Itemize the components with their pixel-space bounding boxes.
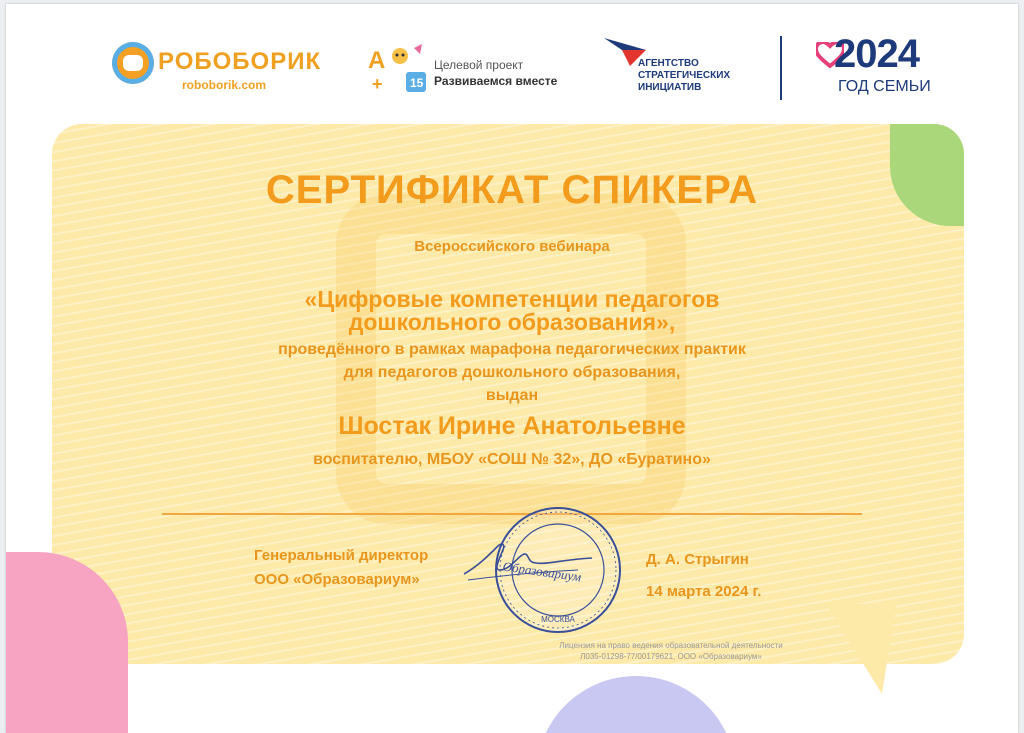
robot-icon bbox=[112, 42, 154, 84]
decor-lavender-shape bbox=[536, 676, 736, 733]
year-number: 2024 bbox=[834, 32, 919, 76]
signer-role bbox=[254, 544, 428, 592]
asi-text bbox=[638, 58, 730, 94]
issue-date: 14 марта 2024 г. bbox=[646, 583, 762, 600]
project-name: Развиваемся вместе bbox=[434, 74, 558, 88]
svg-text:15: 15 bbox=[410, 76, 424, 90]
license-line-1: Лицензия на право ведения образовательной деятельности bbox=[559, 641, 783, 650]
role-line-2: ООО «Образовариум» bbox=[254, 571, 420, 588]
roboborik-url: roboborik.com bbox=[182, 78, 267, 92]
license-note bbox=[526, 640, 816, 662]
certificate-page bbox=[6, 4, 1018, 733]
asi-line-3: ИНИЦИАТИВ bbox=[638, 82, 702, 93]
header-logos bbox=[6, 4, 1018, 114]
stamp-city: МОСКВА bbox=[541, 615, 575, 624]
signer-details bbox=[646, 544, 761, 608]
topic-line-1: «Цифровые компетенции педагогов bbox=[304, 286, 720, 312]
logo-divider bbox=[780, 36, 782, 100]
stamp-company-name: Образовариум bbox=[501, 558, 583, 585]
handwritten-signature bbox=[458, 536, 598, 586]
topic-line-2: дошкольного образования», bbox=[348, 309, 676, 335]
context-line-2: для педагогов дошкольного образования, bbox=[343, 364, 681, 381]
certificate-title: СЕРТИФИКАТ СПИКЕРА bbox=[265, 168, 759, 212]
event-type: Всероссийского вебинара bbox=[414, 238, 610, 255]
recipient-position: воспитателю, МБОУ «СОШ № 32», ДО «Буратино» bbox=[313, 451, 711, 468]
abc-blocks-icon bbox=[366, 42, 428, 94]
license-line-2: Л035-01298-77/00179621, ООО «Образовариум» bbox=[580, 652, 762, 661]
recipient-name: Шостак Ирине Анатольевне bbox=[338, 412, 686, 440]
issued-text: выдан bbox=[485, 387, 539, 404]
asi-line-1: АГЕНТСТВО bbox=[638, 58, 699, 69]
svg-text:А: А bbox=[368, 47, 386, 74]
signer-name: Д. А. Стрыгин bbox=[646, 551, 749, 568]
context-line-1: проведённого в рамках марафона педагогических практик bbox=[278, 341, 746, 358]
role-line-1: Генеральный директор bbox=[254, 547, 429, 564]
roboborik-name: РОБОБОРИК bbox=[158, 48, 322, 75]
project-label: Целевой проект bbox=[434, 58, 524, 72]
svg-text:+: + bbox=[372, 74, 383, 94]
webinar-topic bbox=[6, 288, 1018, 334]
context-text bbox=[6, 338, 1018, 407]
year-label: ГОД СЕМЬИ bbox=[838, 78, 931, 95]
asi-line-2: СТРАТЕГИЧЕСКИХ bbox=[638, 70, 731, 81]
